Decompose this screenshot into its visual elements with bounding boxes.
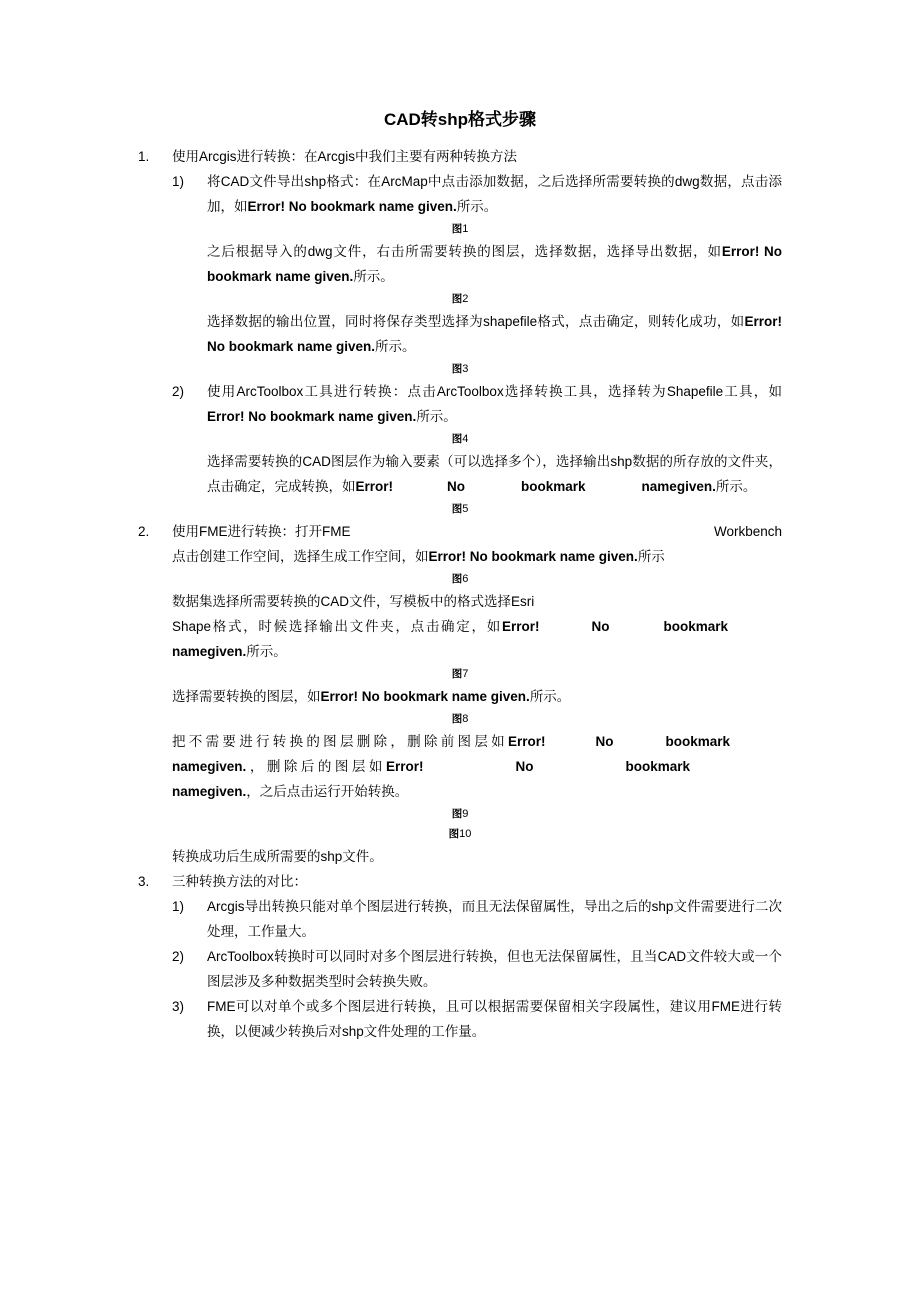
list-item-2-tail: Workbench (713, 523, 782, 539)
paragraph-delete-layers-b: ，删除后的图层如 (246, 758, 386, 774)
paragraph-dataset-line2 (172, 614, 782, 664)
figure-caption-7: 图7 (451, 667, 469, 680)
paragraph-create-workspace (172, 544, 782, 569)
figure-caption-3: 图3 (451, 362, 469, 375)
paragraph-select-layers-after: 所示。 (529, 688, 571, 704)
list-item-3-3 (172, 994, 782, 1044)
page-title: CAD转shp格式步骤 (383, 110, 537, 129)
paragraph-dataset-line1 (172, 589, 782, 614)
paragraph-success-text: 转换成功后生成所需要的shp文件。 (172, 848, 383, 864)
figure-caption-4: 图4 (451, 432, 469, 445)
paragraph-dataset-line2-before: Shape格式，时候选择输出文件夹，点击确定，如 (172, 618, 502, 634)
list-item-1-1-text-after: 所示。 (456, 198, 498, 214)
figure-caption-9: 图9 (451, 807, 469, 820)
list-item-3-2 (172, 944, 782, 994)
list-item-2-text: 使用FME进行转换：打开FME (172, 523, 351, 539)
error-field-1: Error! No bookmark name given. (247, 198, 457, 214)
list-marker-1: 1. (138, 148, 150, 164)
list-item-1-2-text-after: 所示。 (416, 408, 457, 424)
list-item-1-2-text-before: 使用ArcToolbox工具进行转换：点击ArcToolbox选择转换工具，选择转为Shapefile工具，如 (207, 383, 782, 399)
list-marker-1-1: 1) (172, 173, 185, 189)
error-field-7: Error! No bookmarknamegiven. (172, 618, 728, 659)
list-marker-3-3: 3) (172, 998, 185, 1014)
paragraph-create-workspace-before: 点击创建工作空间，选择生成工作空间，如 (172, 548, 429, 564)
error-field-5: Error! No bookmark namegiven. (355, 478, 716, 494)
error-field-3: Error! No bookmark name given. (207, 313, 782, 354)
paragraph-delete-layers-a: 把不需要进行转换的图层删除，删除前图层如 (172, 733, 508, 749)
figure-caption-6: 图6 (451, 572, 469, 585)
paragraph-export-data-before: 之后根据导入的dwg文件，右击所需要转换的图层，选择数据，选择导出数据，如 (207, 243, 722, 259)
paragraph-select-layers (172, 684, 782, 709)
paragraph-output-location-before: 选择数据的输出位置，同时将保存类型选择为shapefile格式，点击确定，则转化成功，如 (207, 313, 745, 329)
paragraph-input-features-before: 选择需要转换的CAD图层作为输入要素（可以选择多个），选择输出shp数据的所存放的文件夹，点击确定，完成转换，如 (207, 453, 782, 494)
list-marker-3-1: 1) (172, 898, 185, 914)
list-item-3-text: 三种转换方法的对比： (172, 873, 307, 889)
list-marker-1-2: 2) (172, 383, 185, 399)
list-item-3-1 (172, 894, 782, 944)
list-marker-2: 2. (138, 523, 150, 539)
figure-caption-1: 图1 (451, 222, 469, 235)
paragraph-success (172, 844, 782, 869)
error-field-9: Error! No bookmarknamegiven. (172, 733, 730, 774)
list-marker-3: 3. (138, 873, 150, 889)
paragraph-delete-layers-c: ，之后点击运行开始转换。 (246, 783, 409, 799)
figure-caption-2: 图2 (451, 292, 469, 305)
paragraph-create-workspace-after: 所示 (637, 548, 665, 564)
error-field-6: Error! No bookmark name given. (428, 548, 638, 564)
figure-caption-5: 图5 (451, 502, 469, 515)
paragraph-dataset-after: 所示。 (246, 643, 287, 659)
list-item-3-1-text: Arcgis导出转换只能对单个图层进行转换，而且无法保留属性，导出之后的shp文件需要进行二次处理，工作量大。 (207, 898, 782, 939)
figure-caption-8: 图8 (451, 712, 469, 725)
list-item-3-3-text: FME可以对单个或多个图层进行转换，且可以根据需要保留相关字段属性，建议用FME进行转换，以便减少转换后对shp文件处理的工作量。 (207, 998, 782, 1039)
error-field-8: Error! No bookmark name given. (320, 688, 530, 704)
paragraph-output-location (207, 309, 782, 359)
paragraph-dataset-line1-text: 数据集选择所需要转换的CAD文件，写模板中的格式选择Esri (172, 593, 535, 609)
paragraph-select-layers-before: 选择需要转换的图层，如 (172, 688, 321, 704)
document-content (138, 108, 782, 1044)
paragraph-export-data (207, 239, 782, 289)
figure-caption-10: 图10 (448, 827, 472, 840)
list-item-1-1 (172, 169, 782, 219)
list-item-3-2-text: ArcToolbox转换时可以同时对多个图层进行转换，但也无法保留属性，且当CAD文件较大或一个图层涉及多种数据类型时会转换失败。 (207, 948, 782, 989)
list-marker-3-2: 2) (172, 948, 185, 964)
list-item-2 (138, 519, 782, 544)
error-field-10: Error! No bookmarknamegiven. (172, 758, 690, 799)
error-field-4: Error! No bookmark name given. (207, 408, 417, 424)
paragraph-output-location-after: 所示。 (375, 338, 416, 354)
list-item-1 (138, 144, 782, 169)
paragraph-input-features-after: 所示。 (715, 478, 757, 494)
list-item-3 (138, 869, 782, 894)
list-item-1-text: 使用Arcgis进行转换：在Arcgis中我们主要有两种转换方法 (172, 148, 518, 164)
list-item-1-2 (172, 379, 782, 429)
list-item-1-1-text-before: 将CAD文件导出shp格式：在ArcMap中点击添加数据，之后选择所需要转换的dwg数据，点击添加，如 (207, 173, 782, 214)
error-field-2: Error! No bookmark name given. (207, 243, 783, 284)
paragraph-export-data-after: 所示。 (353, 268, 394, 284)
paragraph-delete-layers (172, 729, 782, 804)
paragraph-input-features (207, 449, 782, 499)
